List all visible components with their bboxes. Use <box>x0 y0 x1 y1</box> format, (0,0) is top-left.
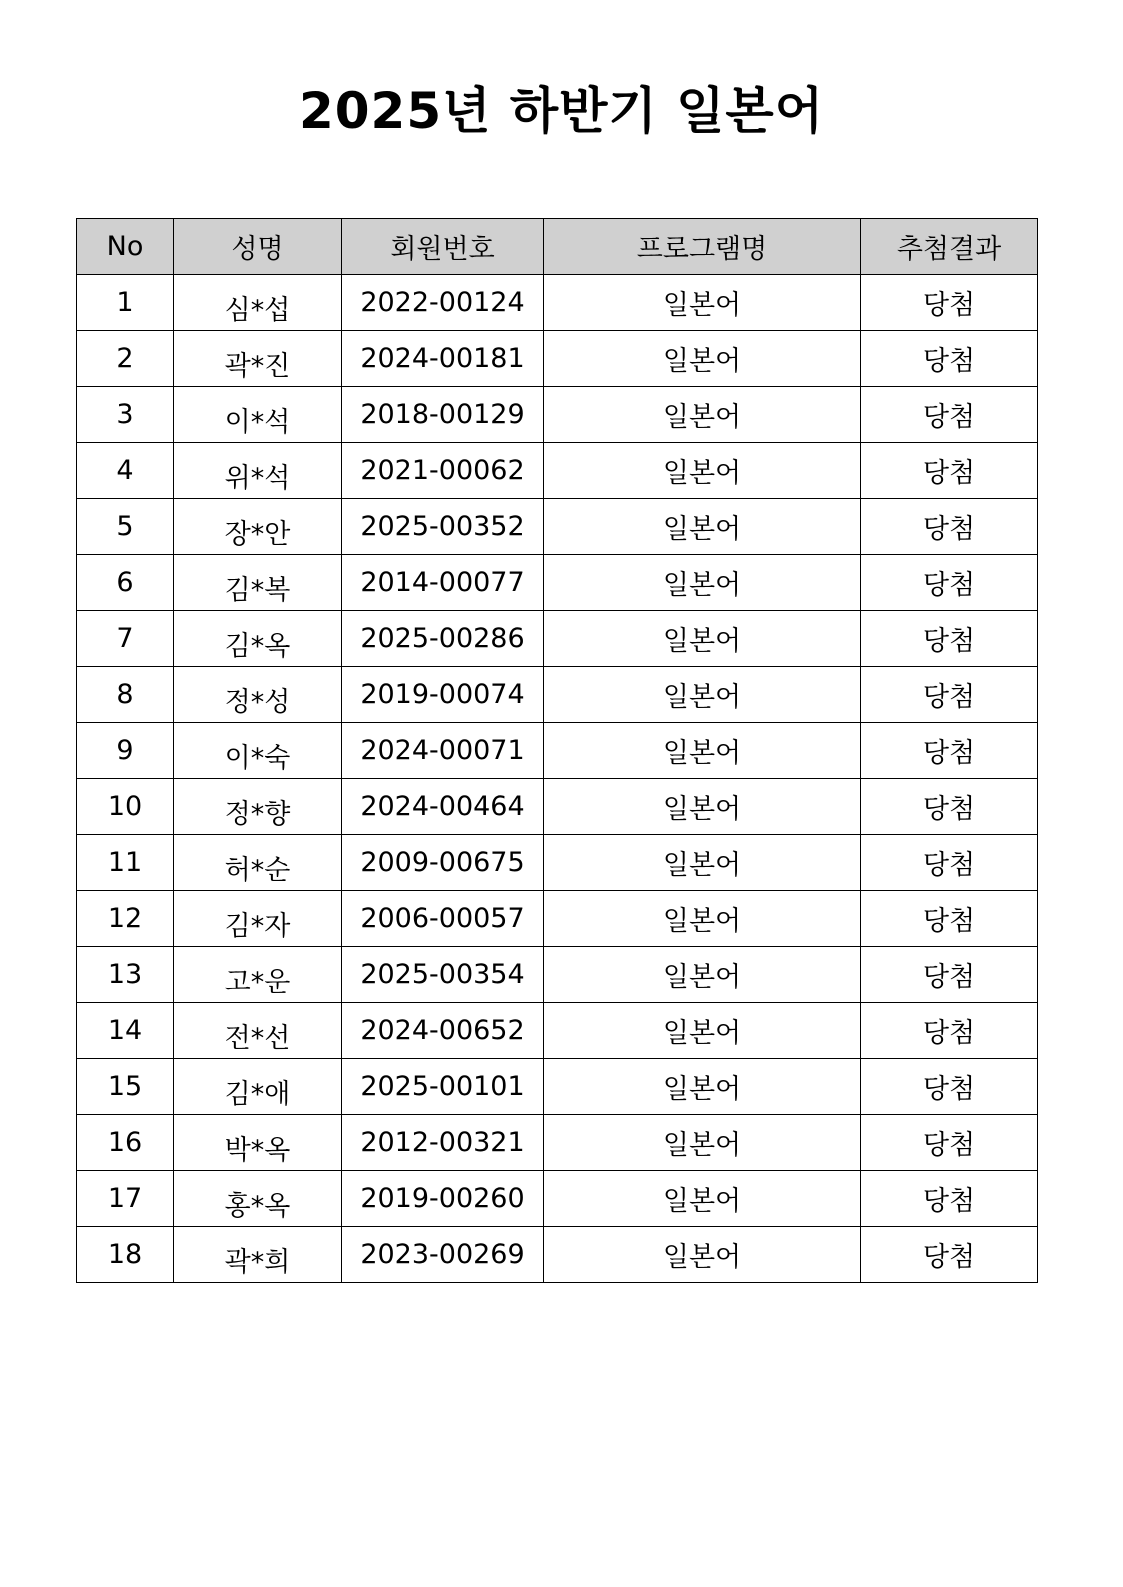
cell-program: 일본어 <box>544 1059 861 1115</box>
cell-program: 일본어 <box>544 1115 861 1171</box>
cell-member-id: 2024-00652 <box>342 1003 544 1059</box>
name-text: 김*복 <box>224 575 291 606</box>
name-text: 이*석 <box>224 407 291 438</box>
cell-program: 일본어 <box>544 499 861 555</box>
header-no: No <box>77 219 174 275</box>
cell-no: 11 <box>77 835 174 891</box>
cell-name <box>174 779 342 835</box>
cell-result: 당첨 <box>861 275 1038 331</box>
header-result: 추첨결과 <box>861 219 1038 275</box>
table-row <box>77 947 1038 1003</box>
table-row <box>77 275 1038 331</box>
name-text: 고*운 <box>224 967 291 998</box>
cell-no: 3 <box>77 387 174 443</box>
cell-member-id: 2014-00077 <box>342 555 544 611</box>
cell-no: 5 <box>77 499 174 555</box>
cell-result: 당첨 <box>861 1059 1038 1115</box>
name-text: 이*숙 <box>224 743 291 774</box>
page-title: 2025년 하반기 일본어 <box>298 82 825 140</box>
name-text: 곽*진 <box>224 351 291 382</box>
cell-result: 당첨 <box>861 499 1038 555</box>
table-row <box>77 667 1038 723</box>
cell-no: 7 <box>77 611 174 667</box>
cell-program: 일본어 <box>544 387 861 443</box>
cell-member-id: 2024-00071 <box>342 723 544 779</box>
cell-name <box>174 611 342 667</box>
cell-name <box>174 331 342 387</box>
cell-no: 1 <box>77 275 174 331</box>
cell-result: 당첨 <box>861 667 1038 723</box>
cell-program: 일본어 <box>544 331 861 387</box>
cell-no: 15 <box>77 1059 174 1115</box>
cell-result: 당첨 <box>861 779 1038 835</box>
cell-no: 14 <box>77 1003 174 1059</box>
cell-name <box>174 555 342 611</box>
cell-name <box>174 667 342 723</box>
table-row <box>77 611 1038 667</box>
cell-member-id: 2006-00057 <box>342 891 544 947</box>
cell-program: 일본어 <box>544 891 861 947</box>
name-text: 위*석 <box>224 463 291 494</box>
cell-member-id: 2025-00286 <box>342 611 544 667</box>
cell-member-id: 2019-00074 <box>342 667 544 723</box>
header-member-id: 회원번호 <box>342 219 544 275</box>
cell-program: 일본어 <box>544 947 861 1003</box>
cell-result: 당첨 <box>861 331 1038 387</box>
name-text: 김*애 <box>224 1079 291 1110</box>
cell-member-id: 2023-00269 <box>342 1227 544 1283</box>
cell-member-id: 2024-00181 <box>342 331 544 387</box>
cell-program: 일본어 <box>544 1227 861 1283</box>
cell-name <box>174 947 342 1003</box>
cell-member-id: 2025-00354 <box>342 947 544 1003</box>
cell-member-id: 2025-00352 <box>342 499 544 555</box>
cell-no: 4 <box>77 443 174 499</box>
lottery-result-table <box>76 218 1038 1283</box>
cell-member-id: 2009-00675 <box>342 835 544 891</box>
name-text: 김*옥 <box>224 631 291 662</box>
cell-result: 당첨 <box>861 835 1038 891</box>
table-row <box>77 499 1038 555</box>
cell-name <box>174 1059 342 1115</box>
cell-no: 12 <box>77 891 174 947</box>
name-text: 곽*희 <box>224 1247 291 1278</box>
table-row <box>77 1115 1038 1171</box>
cell-result: 당첨 <box>861 1003 1038 1059</box>
cell-result: 당첨 <box>861 387 1038 443</box>
cell-name <box>174 387 342 443</box>
cell-name <box>174 723 342 779</box>
cell-member-id: 2018-00129 <box>342 387 544 443</box>
cell-member-id: 2025-00101 <box>342 1059 544 1115</box>
name-text: 전*선 <box>224 1023 291 1054</box>
cell-result: 당첨 <box>861 723 1038 779</box>
table-row <box>77 555 1038 611</box>
table-row <box>77 443 1038 499</box>
name-text: 홍*옥 <box>224 1191 291 1222</box>
cell-program: 일본어 <box>544 1003 861 1059</box>
cell-result: 당첨 <box>861 555 1038 611</box>
table-row <box>77 723 1038 779</box>
table-row <box>77 835 1038 891</box>
cell-name <box>174 1003 342 1059</box>
cell-member-id: 2021-00062 <box>342 443 544 499</box>
table-row <box>77 779 1038 835</box>
name-text: 장*안 <box>224 519 291 550</box>
cell-name <box>174 835 342 891</box>
cell-no: 18 <box>77 1227 174 1283</box>
name-text: 정*성 <box>224 687 291 718</box>
table-row <box>77 1059 1038 1115</box>
name-text: 정*향 <box>224 799 291 830</box>
cell-program: 일본어 <box>544 835 861 891</box>
cell-program: 일본어 <box>544 611 861 667</box>
cell-member-id: 2024-00464 <box>342 779 544 835</box>
cell-no: 10 <box>77 779 174 835</box>
cell-name <box>174 891 342 947</box>
cell-member-id: 2019-00260 <box>342 1171 544 1227</box>
cell-program: 일본어 <box>544 275 861 331</box>
cell-result: 당첨 <box>861 947 1038 1003</box>
header-program: 프로그램명 <box>544 219 861 275</box>
cell-name <box>174 1115 342 1171</box>
table-body <box>77 275 1038 1283</box>
name-text: 김*자 <box>224 911 291 942</box>
table-row <box>77 891 1038 947</box>
cell-result: 당첨 <box>861 1115 1038 1171</box>
cell-no: 8 <box>77 667 174 723</box>
name-text: 심*섭 <box>224 295 291 326</box>
table-row <box>77 387 1038 443</box>
cell-member-id: 2022-00124 <box>342 275 544 331</box>
name-text: 허*순 <box>224 855 291 886</box>
cell-no: 13 <box>77 947 174 1003</box>
cell-no: 17 <box>77 1171 174 1227</box>
cell-result: 당첨 <box>861 443 1038 499</box>
cell-program: 일본어 <box>544 667 861 723</box>
table-row <box>77 1003 1038 1059</box>
table-row <box>77 1171 1038 1227</box>
table-header-row <box>77 219 1038 275</box>
cell-result: 당첨 <box>861 1227 1038 1283</box>
table-row <box>77 1227 1038 1283</box>
table-row <box>77 331 1038 387</box>
cell-program: 일본어 <box>544 443 861 499</box>
cell-program: 일본어 <box>544 723 861 779</box>
cell-program: 일본어 <box>544 555 861 611</box>
cell-name <box>174 499 342 555</box>
cell-name <box>174 275 342 331</box>
cell-name <box>174 1171 342 1227</box>
cell-no: 9 <box>77 723 174 779</box>
cell-program: 일본어 <box>544 1171 861 1227</box>
cell-program: 일본어 <box>544 779 861 835</box>
cell-result: 당첨 <box>861 1171 1038 1227</box>
cell-no: 6 <box>77 555 174 611</box>
header-name: 성명 <box>174 219 342 275</box>
cell-result: 당첨 <box>861 611 1038 667</box>
name-text: 박*옥 <box>224 1135 291 1166</box>
cell-no: 2 <box>77 331 174 387</box>
cell-member-id: 2012-00321 <box>342 1115 544 1171</box>
cell-result: 당첨 <box>861 891 1038 947</box>
cell-name <box>174 1227 342 1283</box>
cell-no: 16 <box>77 1115 174 1171</box>
cell-name <box>174 443 342 499</box>
